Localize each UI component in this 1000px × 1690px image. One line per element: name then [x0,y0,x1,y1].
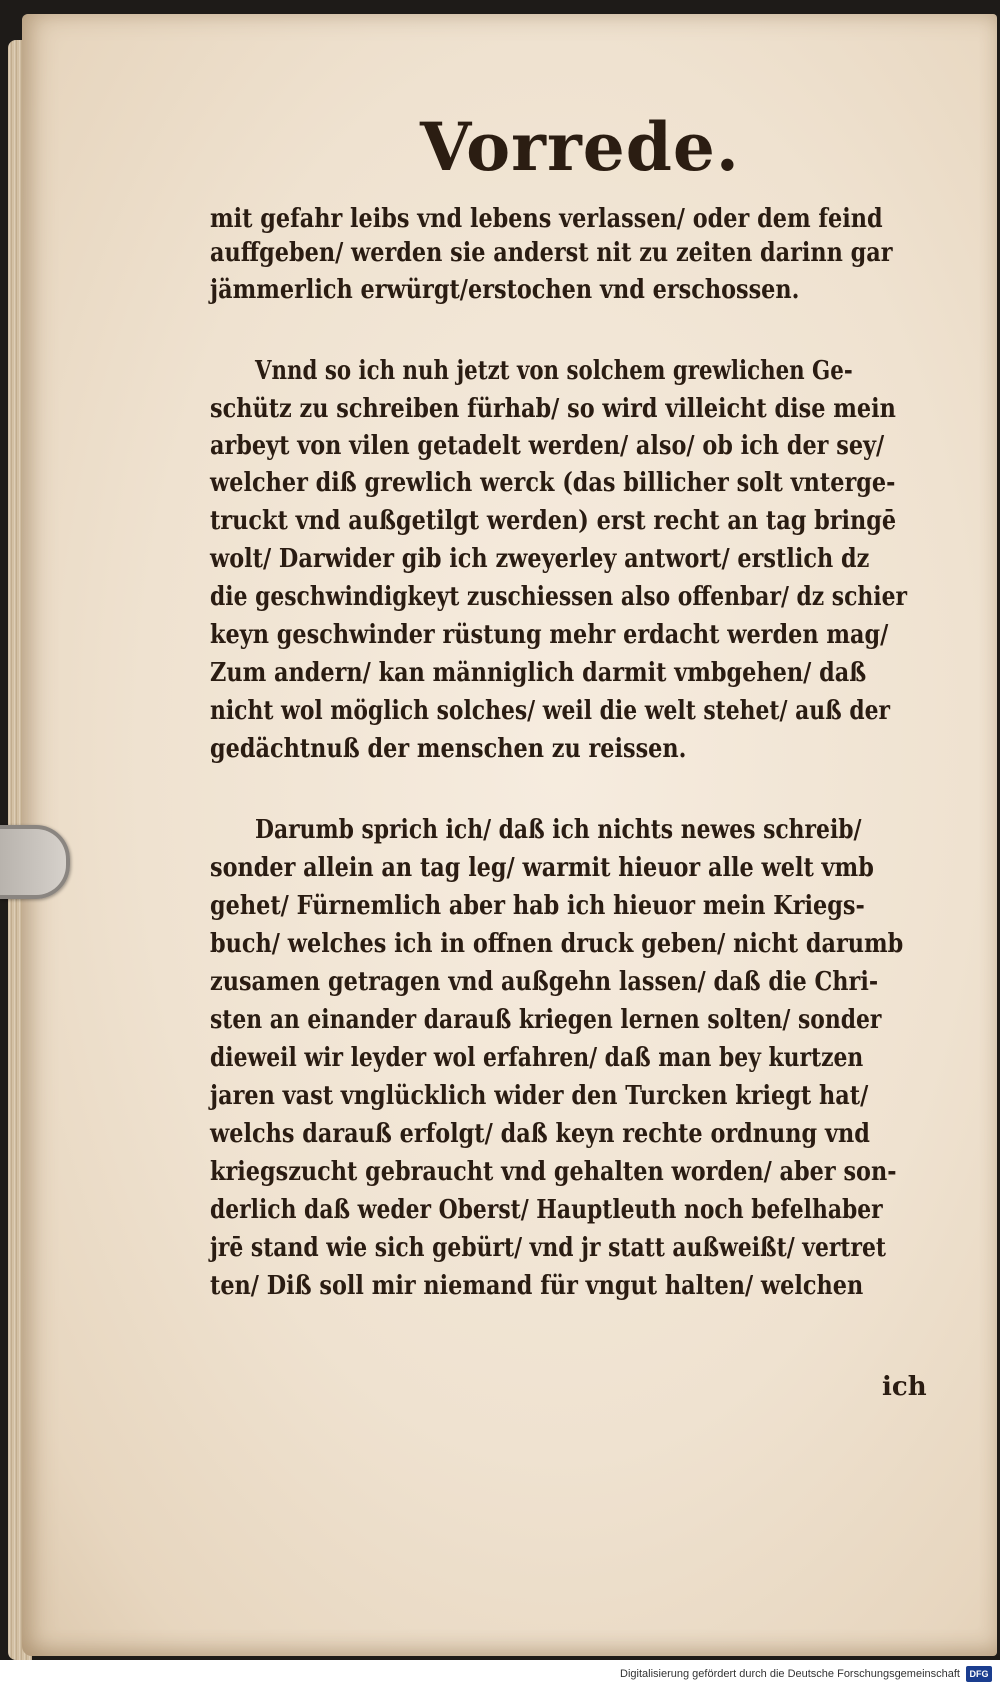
text-line: sten an einander darauß kriegen lernen solten/ sonder [210,1005,882,1035]
text-line: die geschwindigkeyt zuschiessen also offenbar/ dz schier [210,582,907,612]
catchword: ich [882,1372,927,1402]
text-line: Vnnd so ich nuh jetzt von solchem grewlichen Ge- [255,356,853,386]
text-line: jrē stand wie sich gebürt/ vnd jr statt außweißt/ vertret [210,1233,886,1263]
footer-bar [0,1660,1000,1690]
text-line: welchs darauß erfolgt/ daß keyn rechte ordnung vnd [210,1119,870,1149]
text-line: jämmerlich erwürgt/erstochen vnd erschossen. [210,275,800,305]
text-line: keyn geschwinder rüstung mehr erdacht werden mag/ [210,620,889,650]
text-line: zusamen getragen vnd außgehn lassen/ daß die Chri- [210,967,879,997]
text-line: sonder allein an tag leg/ warmit hieuor alle welt vmb [210,853,874,883]
funding-credit: Digitalisierung gefördert durch die Deutsche Forschungsgemeinschaft [620,1668,960,1680]
text-line: jaren vast vnglücklich wider den Turcken kriegt hat/ [210,1081,869,1111]
text-line: mit gefahr leibs vnd lebens verlassen/ oder dem feind [210,204,883,234]
text-line: schütz zu schreiben fürhab/ so wird villeicht dise mein [210,394,896,424]
text-line: Darumb sprich ich/ daß ich nichts newes schreib/ [255,815,862,845]
text-line: nicht wol möglich solches/ weil die welt stehet/ auß der [210,696,891,726]
text-line: gedächtnuß der menschen zu reissen. [210,734,687,764]
text-line: dieweil wir leyder wol erfahren/ daß man bey kurtzen [210,1043,864,1073]
text-line: Zum andern/ kan männiglich darmit vmbgehen/ daß [210,658,867,688]
text-line: arbeyt von vilen getadelt werden/ also/ ob ich der sey/ [210,431,885,461]
dfg-logo: DFG [966,1666,992,1682]
text-line: auffgeben/ werden sie anderst nit zu zeiten darinn gar [210,238,893,268]
text-line: buch/ welches ich in offnen druck geben/ nicht darumb [210,929,904,959]
text-line: ten/ Diß soll mir niemand für vngut halten/ welchen [210,1271,864,1301]
text-line: welcher diß grewlich werck (das billicher solt vnterge- [210,468,896,498]
text-line: gehet/ Fürnemlich aber hab ich hieuor mein Kriegs- [210,891,865,921]
page-heading: Vorrede. [420,108,740,186]
text-line: kriegszucht gebraucht vnd gehalten worden/ aber son- [210,1157,897,1187]
text-line: derlich daß weder Oberst/ Hauptleuth noch befelhaber [210,1195,883,1225]
page-clip [0,825,70,899]
text-line: wolt/ Darwider gib ich zweyerley antwort/ erstlich dz [210,544,870,574]
text-line: truckt vnd außgetilgt werden) erst recht an tag bringē [210,506,897,536]
